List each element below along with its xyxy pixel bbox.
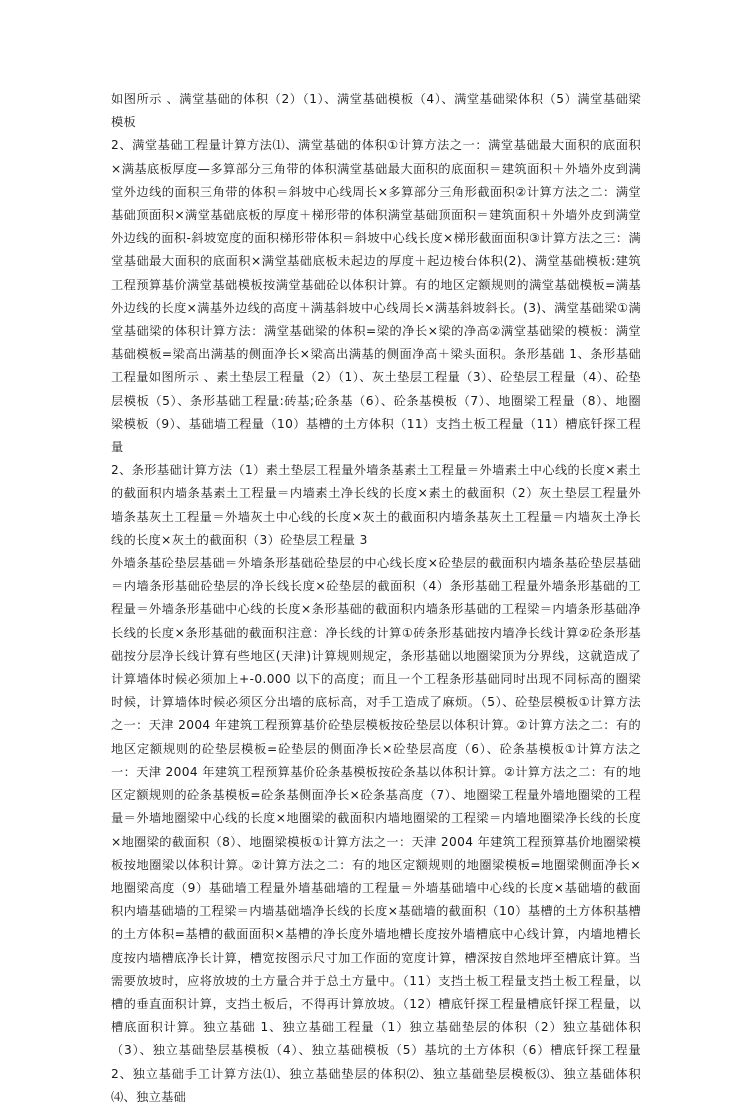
paragraph-4: 外墙条基砼垫层基础＝外墙条形基础砼垫层的中心线长度×砼垫层的截面积内墙条基砼垫层基础＝内墙条形基础砼垫层的净长线长度×砼垫层的截面积（4）条形基础工程量外墙条形基础的工程量＝外墙条形基础中心线的长度×条形基础的截面积内墙条形基础的工程梁＝内墙条形基础净长线的长度×条形基础的截面积注意：净长线的计算①砖条形基础按内墙净长线计算②砼条形基础按分层净长线计算有些地区(天津)计算规则规定，条形基础以地圈梁顶为分界线，这就造成了计算墙体时候必须加上+-0.000 以下的高度；而且一个工程条形基础同时出现不同标高的圈梁时候，计算墙体时候必须区分出墙的底标高，对手工造成了麻烦。（5）、砼垫层模板①计算方法之一：天津 2004 年建筑工程预算基价砼垫层模板按砼垫层以体积计算。②计算方法之二：有的地区定额规则的砼垫层模板=砼垫层的侧面净长×砼垫层高度（6）、砼条基模板①计算方法之一：天津 2004 年建筑工程预算基价砼条基模板按砼条基以体积计算。②计算方法之二：有的地区定额规则的砼条基模板=砼条基侧面净长×砼条基高度（7）、地圈梁工程量外墙地圈梁的工程量＝外墙地圈梁中心线的长度×地圈梁的截面积内墙地圈梁的工程梁＝内墙地圈梁净长线的长度×地圈梁的截面积（8）、地圈梁模板①计算方法之一：天津 2004 年建筑工程预算基价地圈梁模板按地圈梁以体积计算。②计算方法之二：有的地区定额规则的地圈梁模板=地圈梁侧面净长×地圈梁高度（9）基础墙工程量外墙基础墙的工程量＝外墙基础墙中心线的长度×基础墙的截面积内墙基础墙的工程梁＝内墙基础墙净长线的长度×基础墙的截面积（10）基槽的土方体积基槽的土方体积=基槽的截面面积×基槽的净长度外墙地槽长度按外墙槽底中心线计算，内墙地槽长度按内墙槽底净长计算，槽宽按图示尺寸加工作面的宽度计算，槽深按自然地坪至槽底计算。当需要放坡时，应将放坡的土方量合并于总土方量中。（11）支挡土板工程量支挡土板工程量，以槽的垂直面积计算，支挡土板后，不得再计算放坡。（12）槽底钎探工程量槽底钎探工程量，以槽底面积计算。独立基础 1、独立基础工程量（1）独立基础垫层的体积（2）独立基础体积（3）、独立基础垫层基模板（4）、独立基础模板（5）基坑的土方体积（6）槽底钎探工程量 2、独立基础手工计算方法⑴、独立基础垫层的体积⑵、独立基础垫层模板⑶、独立基础体积⑷、独立基础 <box>111 556 641 1104</box>
paragraph-1: 如图所示 、满堂基础的体积（2）（1）、满堂基础模板（4）、满堂基础梁体积（5）满堂基础梁模板 <box>111 92 641 130</box>
document-page <box>111 88 641 1109</box>
paragraph-2: 2、满堂基础工程量计算方法⑴、满堂基础的体积①计算方法之一：满堂基础最大面积的底面积×满基底板厚度—多算部分三角带的体积满堂基础最大面积的底面积＝建筑面积＋外墙外皮到满堂外边线的面积三角带的体积＝斜坡中心线周长×多算部分三角形截面积②计算方法之二：满堂基础顶面积×满堂基础底板的厚度＋梯形带的体积满堂基础顶面积＝建筑面积＋外墙外皮到满堂外边线的面积-斜坡宽度的面积梯形带体积＝斜坡中心线长度×梯形截面面积③计算方法之三：满堂基础最大面积的底面积×满堂基础底板未起边的厚度＋起边棱台体积(2)、满堂基础模板:建筑工程预算基价满堂基础模板按满堂基础砼以体积计算。有的地区定额规则的满堂基础模板=满基外边线的长度×满基外边线的高度＋满基斜坡中心线周长×满基斜坡斜长。(3)、满堂基础梁①满堂基础梁的体积计算方法：满堂基础梁的体积=梁的净长×梁的净高②满堂基础梁的模板：满堂基础模板=梁高出满基的侧面净长×梁高出满基的侧面净高＋梁头面积。条形基础 1、条形基础工程量如图所示 、素土垫层工程量（2）（1）、灰土垫层工程量（3）、砼垫层工程量（4）、砼垫层模板（5）、条形基础工程量:砖基;砼条基（6）、砼条基模板（7）、地圈梁工程量（8）、地圈梁模板（9）、基础墙工程量（10）基槽的土方体积（11）支挡土板工程量（11）槽底钎探工程量 <box>111 138 641 455</box>
paragraph-3: 2、条形基础计算方法（1）素土垫层工程量外墙条基素土工程量＝外墙素土中心线的长度×素土的截面积内墙条基素土工程量＝内墙素土净长线的长度×素土的截面积（2）灰土垫层工程量外墙条基灰土工程量＝外墙灰土中心线的长度×灰土的截面积内墙条基灰土工程量＝内墙灰土净长线的长度×灰土的截面积（3）砼垫层工程量 3 <box>111 463 641 547</box>
